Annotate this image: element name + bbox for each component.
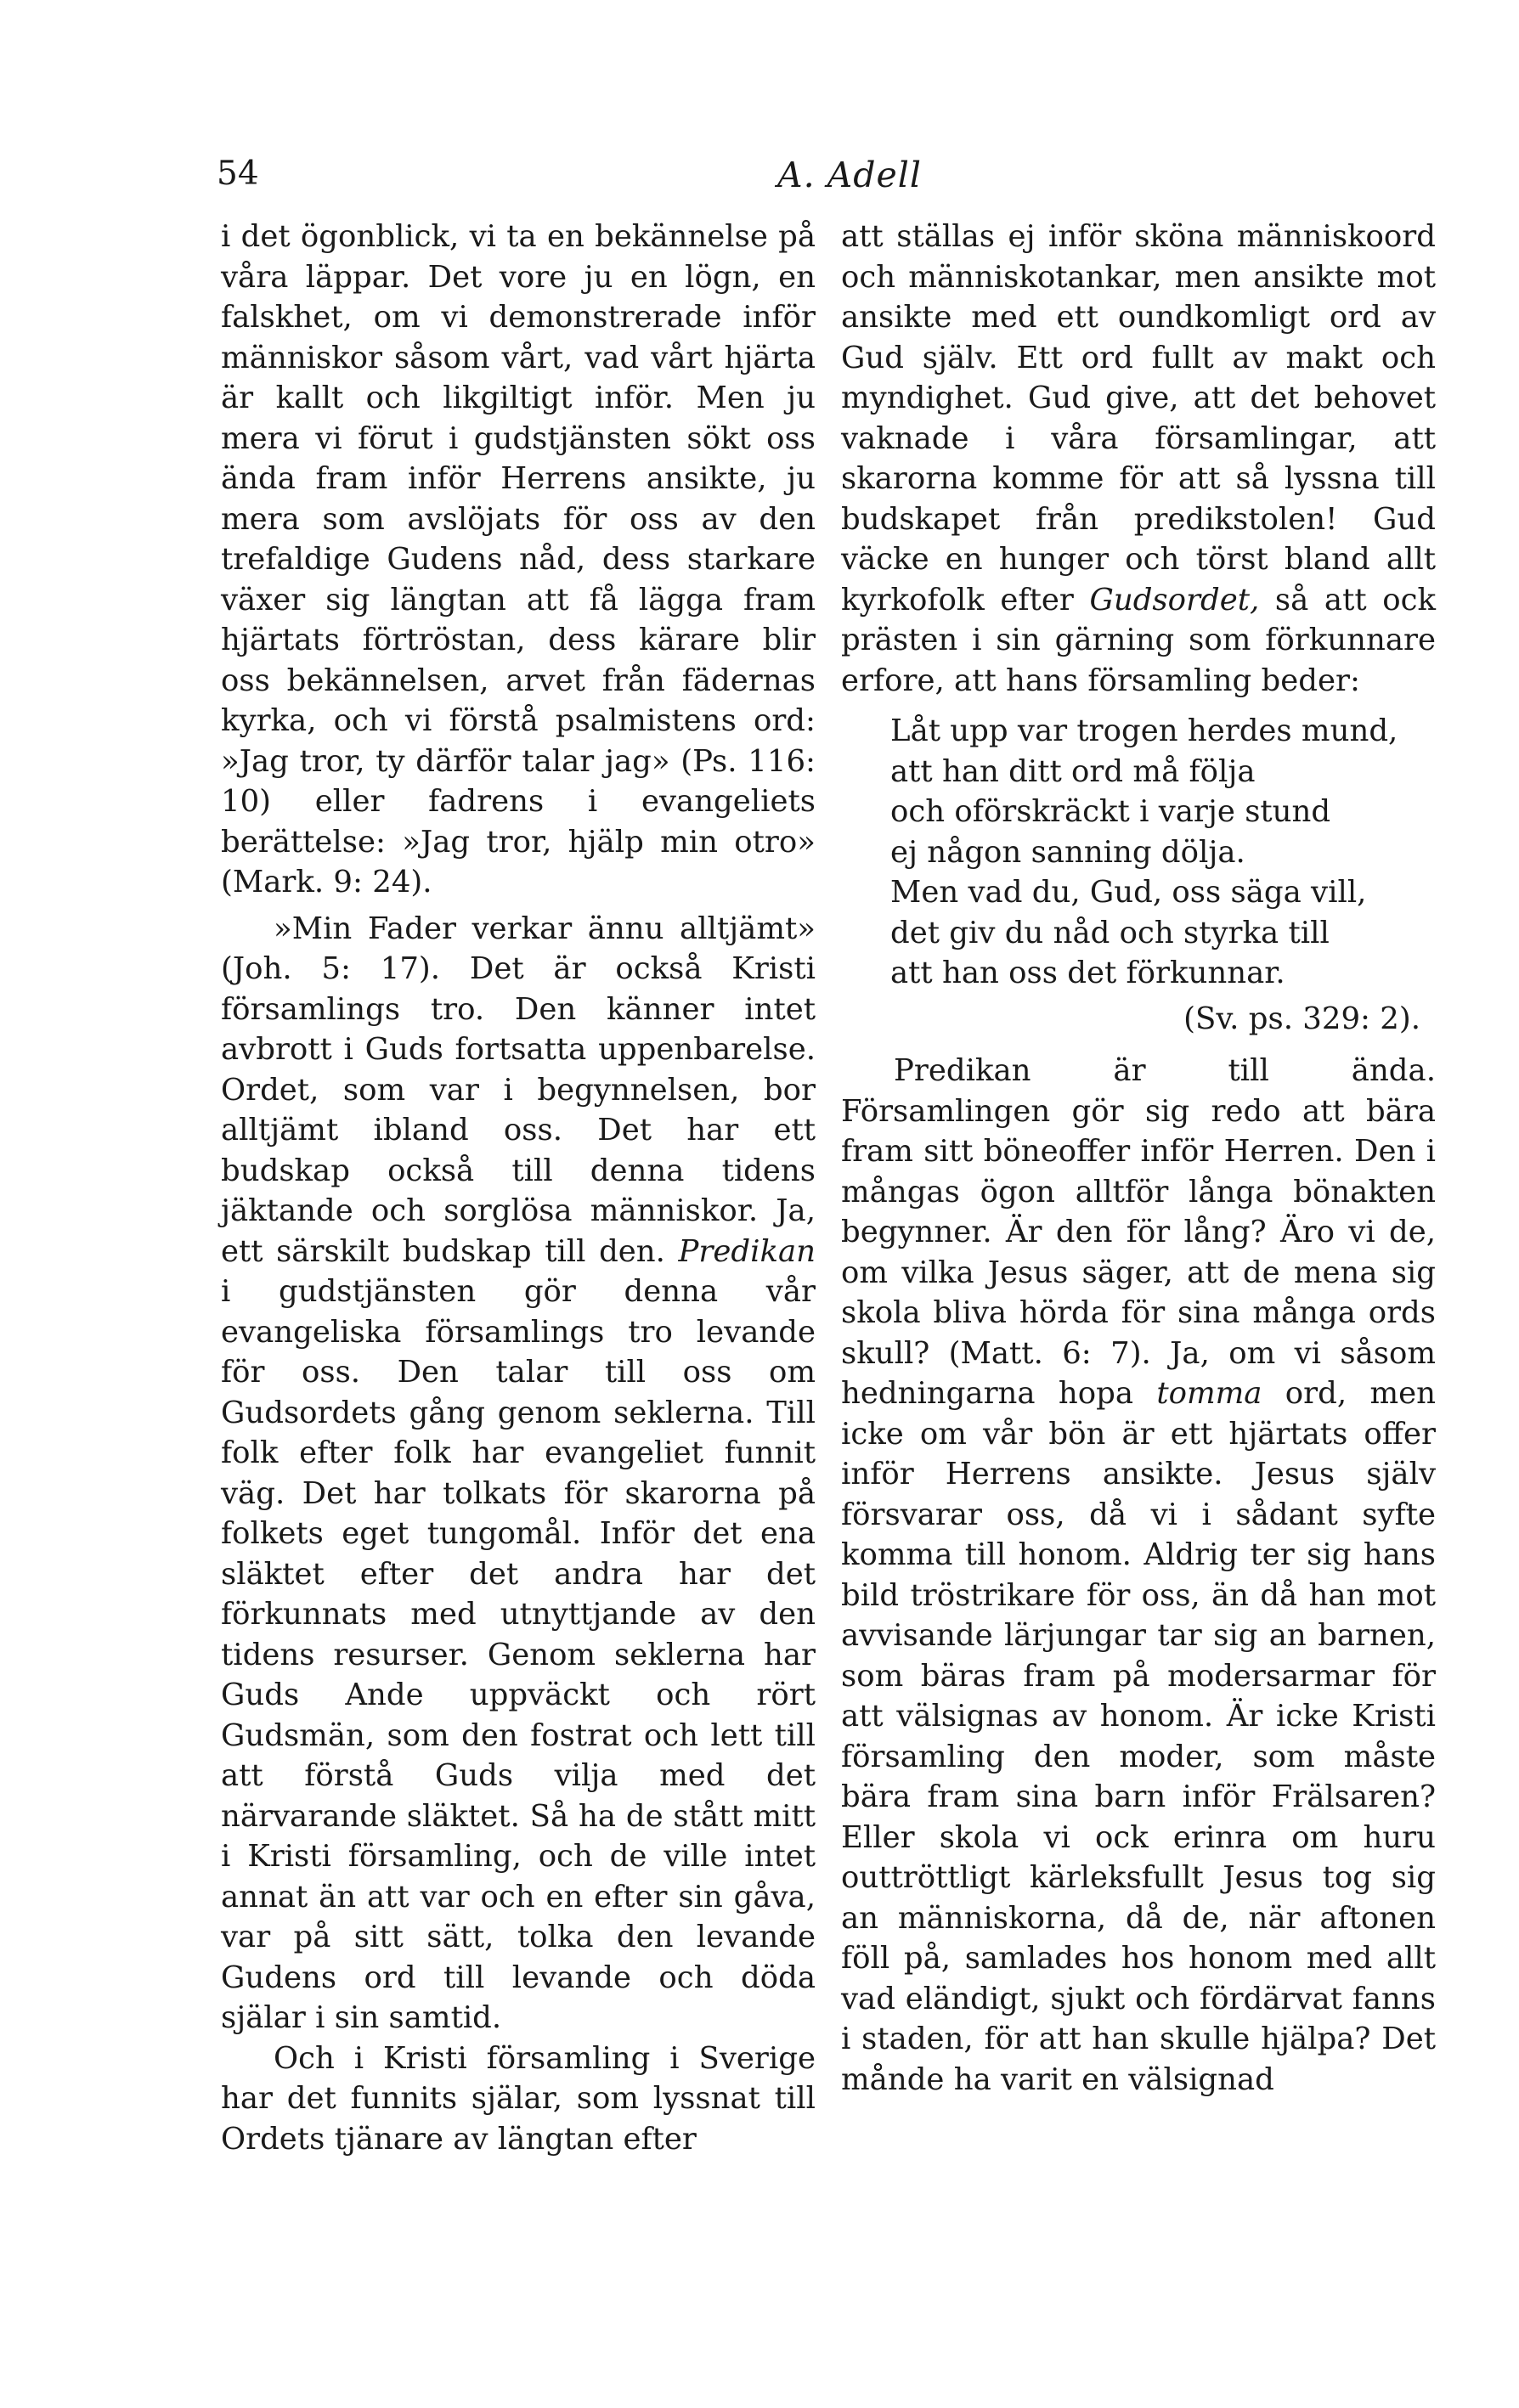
left-column xyxy=(221,217,816,2159)
verse-line: att han oss det förkunnar. xyxy=(890,956,1285,990)
paragraph xyxy=(841,1051,1436,2100)
running-head: A. Adell xyxy=(777,155,923,195)
verse-line: Men vad du, Gud, oss säga vill, xyxy=(890,875,1367,910)
verse-line: det giv du nåd och styrka till xyxy=(890,915,1330,950)
text-run: Predikan är till ända. Församlingen gör sig redo att bära fram sitt böneoffer inför Herren. Den i mångas ögon alltför långa bönakten begynner. Är den för lång? Äro vi de, om vilka Jesus säger, att de mena sig skola bliva hörda för sina många ords skull? (Matt. 6: 7). Ja, om vi såsom hedningarna hopa xyxy=(841,1053,1436,1411)
text-run: i gudstjänsten gör denna vår evangeliska församlings tro levande för oss. Den talar till oss om Gudsordets gång genom seklerna. Till folk efter folk har evangeliet funnit väg. Det har tolkats för skarorna på folkets eget tungomål. Inför det ena släktet efter det andra har det förkunnats med utnyttjande av den tidens resurser. Genom seklerna har Guds Ande uppväckt och rört Gudsmän, som den fostrat och lett till att förstå Guds vilja med det närvarande släktet. Så ha de stått mitt i Kristi församling, och de ville intet annat än att var och en efter sin gåva, var på sitt sätt, tolka den levande Gudens ord till levande och döda själar i sin samtid. xyxy=(221,1274,816,2035)
page-number: 54 xyxy=(217,155,259,193)
text-run: »Min Fader verkar ännu alltjämt» (Joh. 5: 17). Det är också Kristi församlings tro. Den känner intet avbrott i Guds fortsatta uppenbarelse. Ordet, som var i begynnelsen, bor alltjämt ibland oss. Det har ett budskap också till denna tidens jäktande och sorglösa människor. Ja, ett särskilt budskap till den. xyxy=(221,911,816,1269)
emphasis-text: Predikan xyxy=(678,1233,816,1269)
verse-line: ej någon sanning dölja. xyxy=(890,834,1245,870)
verse-line: Låt upp var trogen herdes mund, xyxy=(890,713,1398,748)
text-run: så att ock prästen i sin gärning som förkunnare erfore, att hans församling beder: xyxy=(841,582,1437,698)
verse-line: att han ditt ord må följa xyxy=(890,753,1256,789)
paragraph: i det ögonblick, vi ta en bekännelse på våra läppar. Det vore ju en lögn, en falskhet, om vi demonstrerade inför människor såsom vårt, vad vårt hjärta är kallt och likgiltigt inför. Men ju mera vi förut i gudstjänsten sökt oss ända fram inför Herrens ansikte, ju mera som avslöjats för oss av den trefaldige Gudens nåd, dess starkare växer sig längtan att få lägga fram hjärtats förtröstan, dess kärare blir oss bekännelsen, arvet från fädernas kyrka, och vi förstå psalmistens ord: »Jag tror, ty därför talar jag» (Ps. 116: 10) eller fadrens i evangeliets berättelse: »Jag tror, hjälp min otro» (Mark. 9: 24). xyxy=(221,219,816,899)
paragraph: Och i Kristi församling i Sverige har det funnits själar, som lyssnat till Ordets tjänare av längtan efter xyxy=(221,2040,816,2157)
text-run: ord, men icke om vår bön är ett hjärtats offer inför Herrens ansikte. Jesus själv försvarar oss, då vi i sådant syfte komma till honom. Aldrig ter sig hans bild tröstrikare för oss, än då han mot avvisande lärjungar tar sig an barnen, som bäras fram på modersarmar för att välsignas av honom. Är icke Kristi församling den moder, som måste bära fram sina barn inför Frälsaren? Eller skola vi ock erinra om huru outtröttligt kärleksfullt Jesus tog sig an människorna, då de, när aftonen föll på, samlades hos honom med allt vad eländigt, sjukt och fördärvat fanns i staden, för att han skulle hjälpa? Det månde ha varit en välsignad xyxy=(841,1376,1436,2097)
emphasis-text: tomma xyxy=(1156,1376,1262,1411)
paragraph xyxy=(221,909,816,2039)
hymn-citation: (Sv. ps. 329: 2). xyxy=(1183,1001,1420,1036)
hymn-verse xyxy=(890,711,1436,1039)
emphasis-text: Gudsordet, xyxy=(1089,582,1260,618)
page-header xyxy=(217,155,1431,206)
verse-line: och oförskräckt i varje stund xyxy=(890,794,1331,829)
right-column xyxy=(841,217,1436,2100)
text-run: att ställas ej inför sköna människoord och människotankar, men ansikte mot ansikte med ett oundkomligt ord av Gud själv. Ett ord fullt av makt och myndighet. Gud give, att det behovet vaknade i våra församlingar, att skarorna komme för att så lyssna till budskapet från predikstolen! Gud väcke en hunger och törst bland allt kyrkofolk efter xyxy=(841,219,1436,618)
paragraph xyxy=(841,217,1436,701)
